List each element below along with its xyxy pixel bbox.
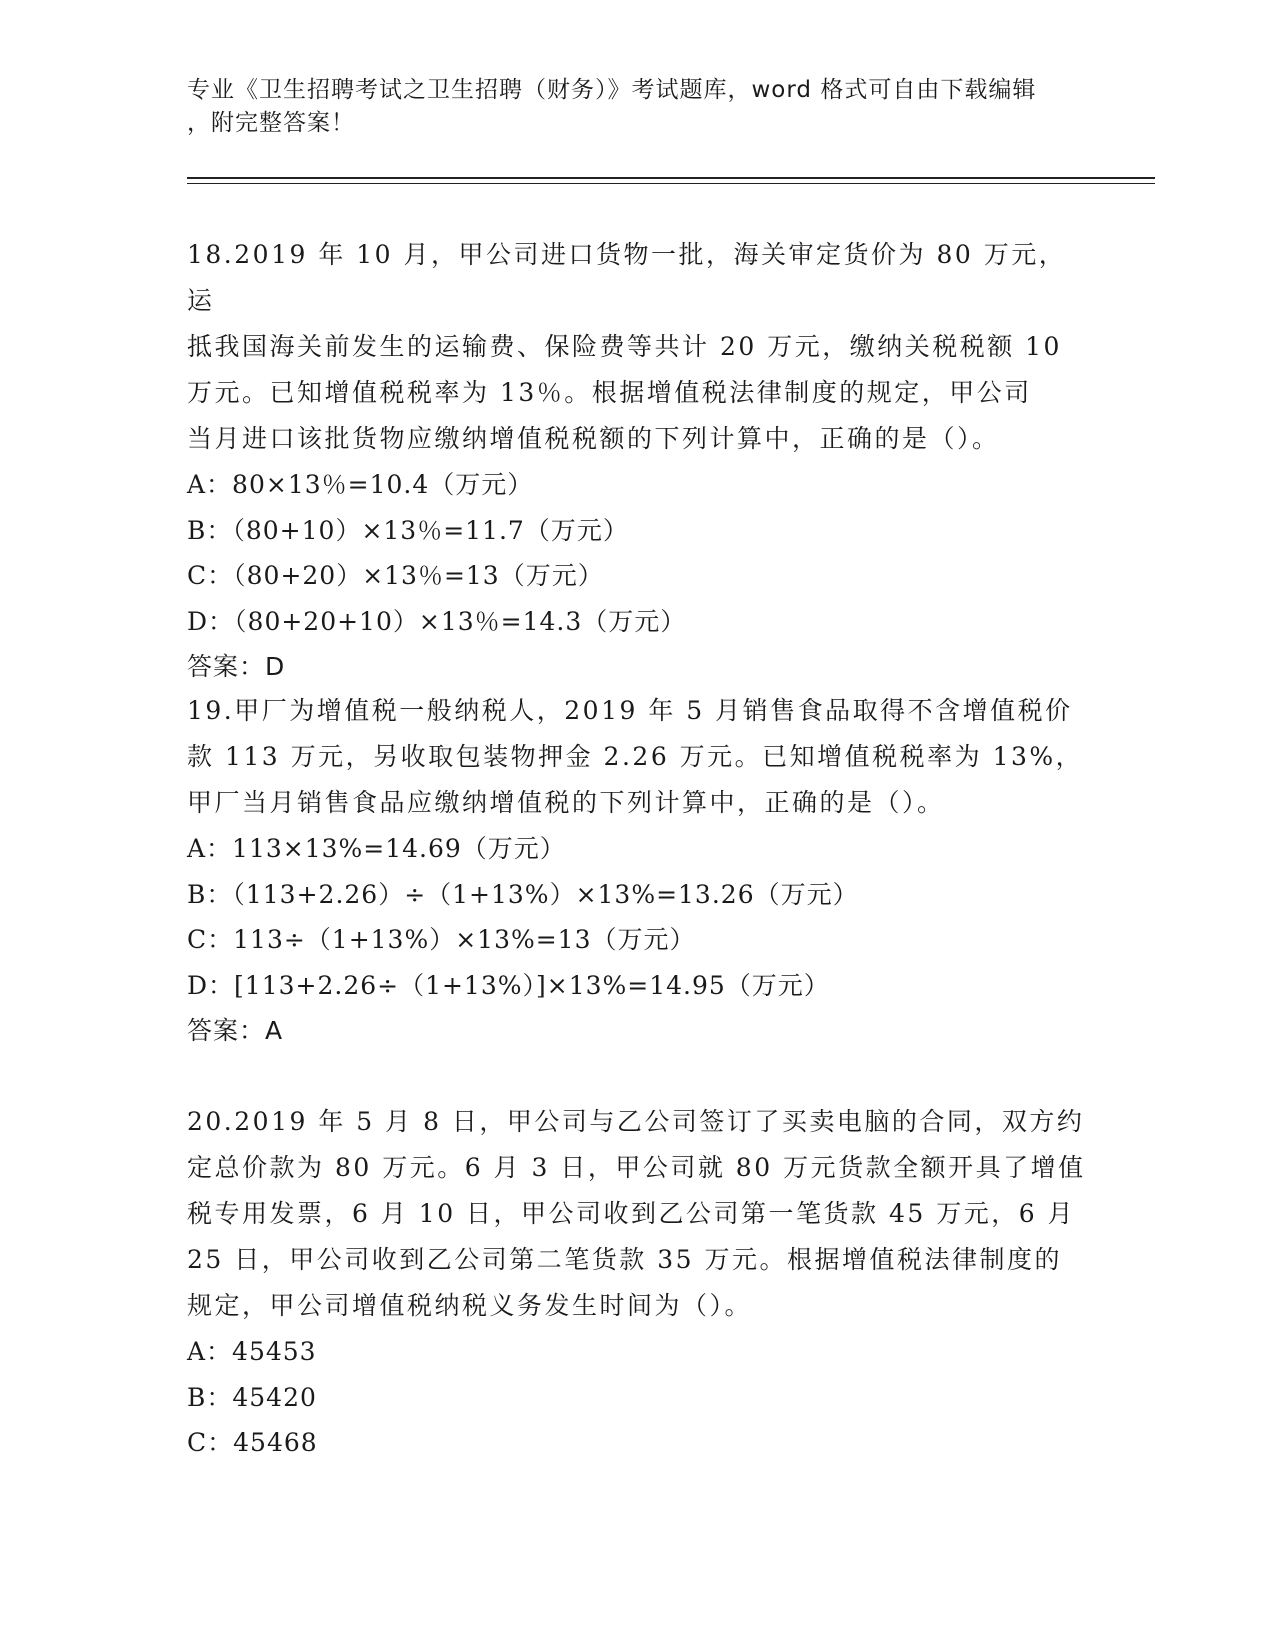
option-c: C：（80+20）×13％=13（万元） — [187, 561, 604, 590]
question-stem-line: 款 113 万元，另收取包装物押金 2.26 万元。已知增值税税率为 13%， — [187, 742, 1084, 771]
answer-label: 答案：A — [187, 1016, 284, 1045]
option-b: B：（80+10）×13％=11.7（万元） — [187, 515, 629, 545]
option-c: C：113÷（1+13%）×13%=13（万元） — [187, 925, 696, 954]
option-a: A：80×13％=10.4（万元） — [187, 470, 534, 499]
question-stem-line: 25 日，甲公司收到乙公司第二笔货款 35 万元。根据增值税法律制度的 — [187, 1245, 1062, 1274]
question-stem-line: 20.2019 年 5 月 8 日，甲公司与乙公司签订了买卖电脑的合同，双方约 — [187, 1107, 1085, 1136]
question-stem-line: 定总价款为 80 万元。6 月 3 日，甲公司就 80 万元货款全额开具了增值 — [187, 1153, 1086, 1182]
question-stem-line: 19.甲厂为增值税一般纳税人，2019 年 5 月销售食品取得不含增值税价 — [187, 696, 1073, 725]
question-19 — [187, 688, 1087, 1054]
question-stem-line: 当月进口该批货物应缴纳增值税税额的下列计算中，正确的是（）。 — [187, 424, 1000, 453]
question-stem-line: 18.2019 年 10 月，甲公司进口货物一批，海关审定货价为 80 万元，运 — [187, 240, 1067, 315]
option-d: D：（80+20+10）×13％=14.3（万元） — [187, 606, 687, 636]
option-a: A：45453 — [187, 1337, 317, 1366]
option-d: D：[113+2.26÷（1+13%）]×13%=14.95（万元） — [187, 970, 830, 1000]
option-a: A：113×13%=14.69（万元） — [187, 834, 566, 863]
question-stem-line: 抵我国海关前发生的运输费、保险费等共计 20 万元，缴纳关税税额 10 — [187, 332, 1062, 361]
document-header — [187, 74, 1067, 140]
header-divider-thin — [187, 183, 1155, 184]
question-20 — [187, 1099, 1087, 1466]
question-stem-line: 税专用发票，6 月 10 日，甲公司收到乙公司第一笔货款 45 万元，6 月 — [187, 1199, 1076, 1228]
answer-label: 答案：D — [187, 652, 286, 681]
question-stem-line: 规定，甲公司增值税纳税义务发生时间为（）。 — [187, 1291, 753, 1320]
header-line-2: ，附完整答案！ — [187, 110, 355, 136]
option-b: B：45420 — [187, 1382, 317, 1412]
header-divider-thick — [187, 177, 1155, 179]
question-stem-line: 万元。已知增值税税率为 13％。根据增值税法律制度的规定，甲公司 — [187, 378, 1032, 407]
header-line-1: 专业《卫生招聘考试之卫生招聘（财务）》考试题库，word 格式可自由下载编辑 — [187, 77, 1037, 103]
option-c: C：45468 — [187, 1428, 318, 1457]
question-stem-line: 甲厂当月销售食品应缴纳增值税的下列计算中，正确的是（）。 — [187, 788, 945, 817]
question-18 — [187, 232, 1087, 690]
option-b: B：（113+2.26）÷（1+13%）×13%=13.26（万元） — [187, 879, 859, 909]
